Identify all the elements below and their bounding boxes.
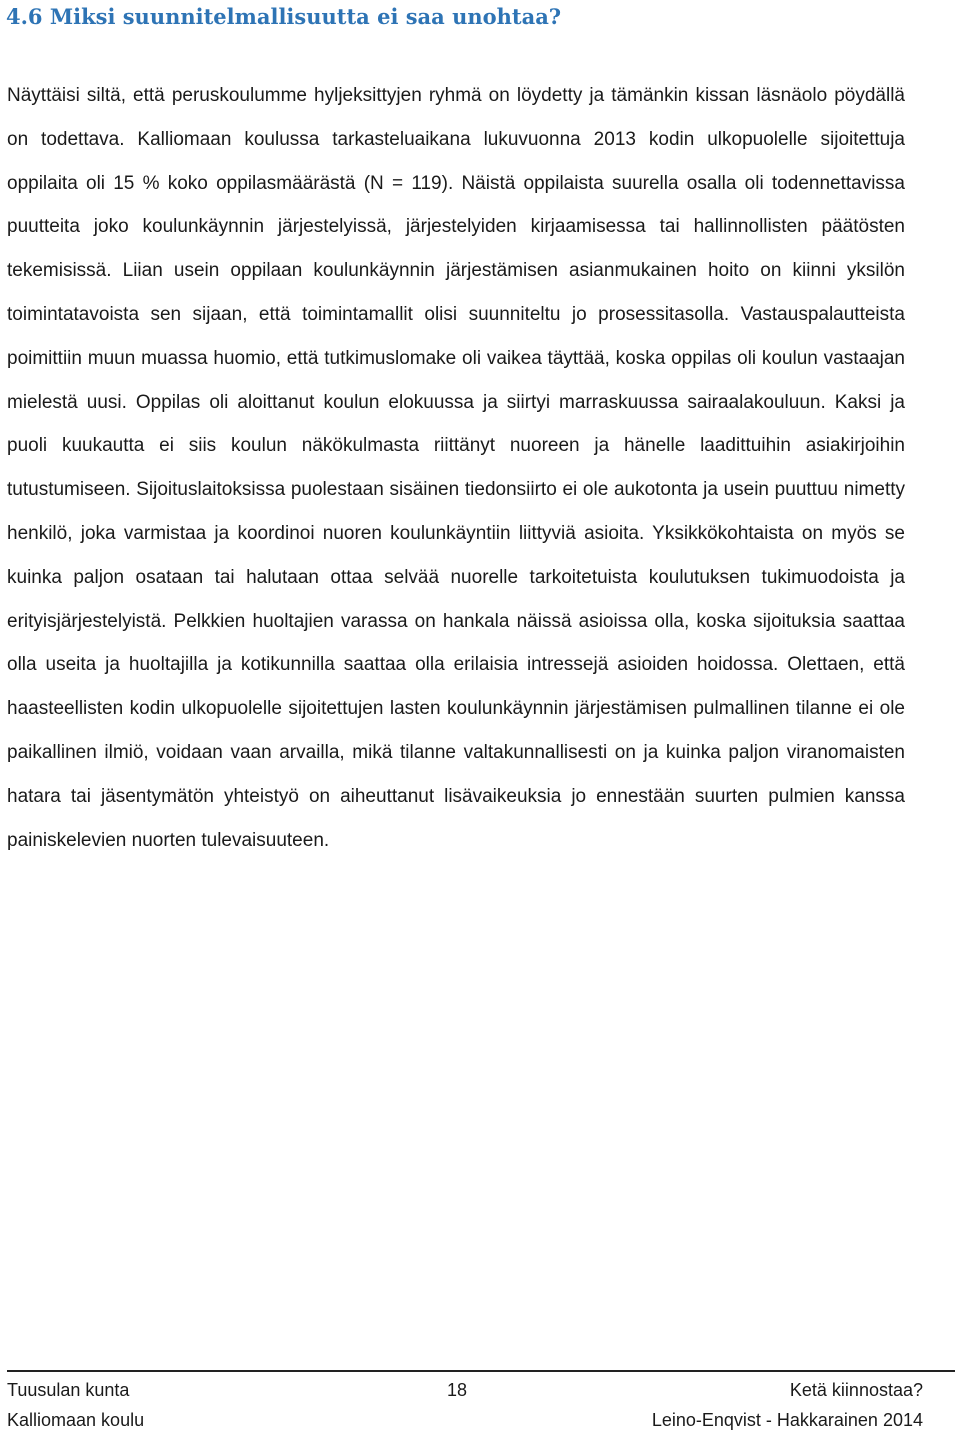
footer-document-title: Ketä kiinnostaa? bbox=[789, 1380, 923, 1400]
body-paragraph: Näyttäisi siltä, että peruskoulumme hyljeksittyjen ryhmä on löydetty ja tämänkin kissan läsnäolo pöydällä on todettava. Kalliomaan koulussa tarkasteluaikana lukuvuonna 2013 kodin ulkopuolelle sijoitettuja oppilaita oli 15 % koko oppilasmäärästä (N = 119). Näistä oppilaista suurella osalla oli todennettavissa puutteita joko koulunkäynnin järjestelyissä, järjestelyiden kirjaamisessa tai hallinnollisten päätösten tekemisissä. Liian usein oppilaan koulunkäynnin järjestämisen asianmukainen hoito on kiinni yksilön toimintatavoista sen sijaan, että toimintamallit olisi suunniteltu jo prosessitasolla. Vastauspalautteista poimittiin muun muassa huomio, että tutkimuslomake oli vaikea täyttää, koska oppilas oli koulun vastaajan mielestä uusi. Oppilas oli aloittanut koulun elokuussa ja siirtyi marraskuussa sairaalakouluun. Kaksi ja puoli kuukautta ei siis koulun näkökulmasta riittänyt nuoreen ja hänelle laadittuihin asiakirjoihin tutustumiseen. Sijoituslaitoksissa puolestaan sisäinen tiedonsiirto ei ole aukotonta ja usein puuttuu nimetty henkilö, joka varmistaa ja koordinoi nuoren koulunkäyntiin liittyviä asioita. Yksikkökohtaista on myös se kuinka paljon osataan tai halutaan ottaa selvää nuorelle tarkoitetuista koulutuksen tukimuodoista ja erityisjärjestelyistä. Pelkkien huoltajien varassa on hankala näissä asioissa olla, koska sijoituksia saattaa olla useita ja huoltajilla ja kotikunnilla saattaa olla erilaisia intressejä asioiden hoidossa. Olettaen, että haasteellisten kodin ulkopuolelle sijoitettujen lasten koulunkäynnin järjestämisen pulmallinen tilanne ei ole paikallinen ilmiö, voidaan vaan arvailla, mikä tilanne valtakunnallisesti on ja kuinka paljon viranomaisten hatara tai jäsentymätön yhteistyö on aiheuttanut lisävaikeuksia jo ennestään suurten pulmien kanssa painiskelevien nuorten tulevaisuuteen. bbox=[7, 85, 905, 851]
footer-organization: Tuusulan kunta bbox=[7, 1380, 130, 1400]
footer-row-1 bbox=[7, 1375, 923, 1405]
footer-school: Kalliomaan koulu bbox=[7, 1410, 145, 1430]
footer-divider bbox=[7, 1370, 955, 1372]
footer-row-2 bbox=[7, 1405, 923, 1435]
section-heading: 4.6 Miksi suunnitelmallisuutta ei saa unohtaa? bbox=[6, 4, 562, 29]
page-number: 18 bbox=[447, 1380, 468, 1400]
footer-authors: Leino-Enqvist - Hakkarainen 2014 bbox=[651, 1410, 923, 1430]
